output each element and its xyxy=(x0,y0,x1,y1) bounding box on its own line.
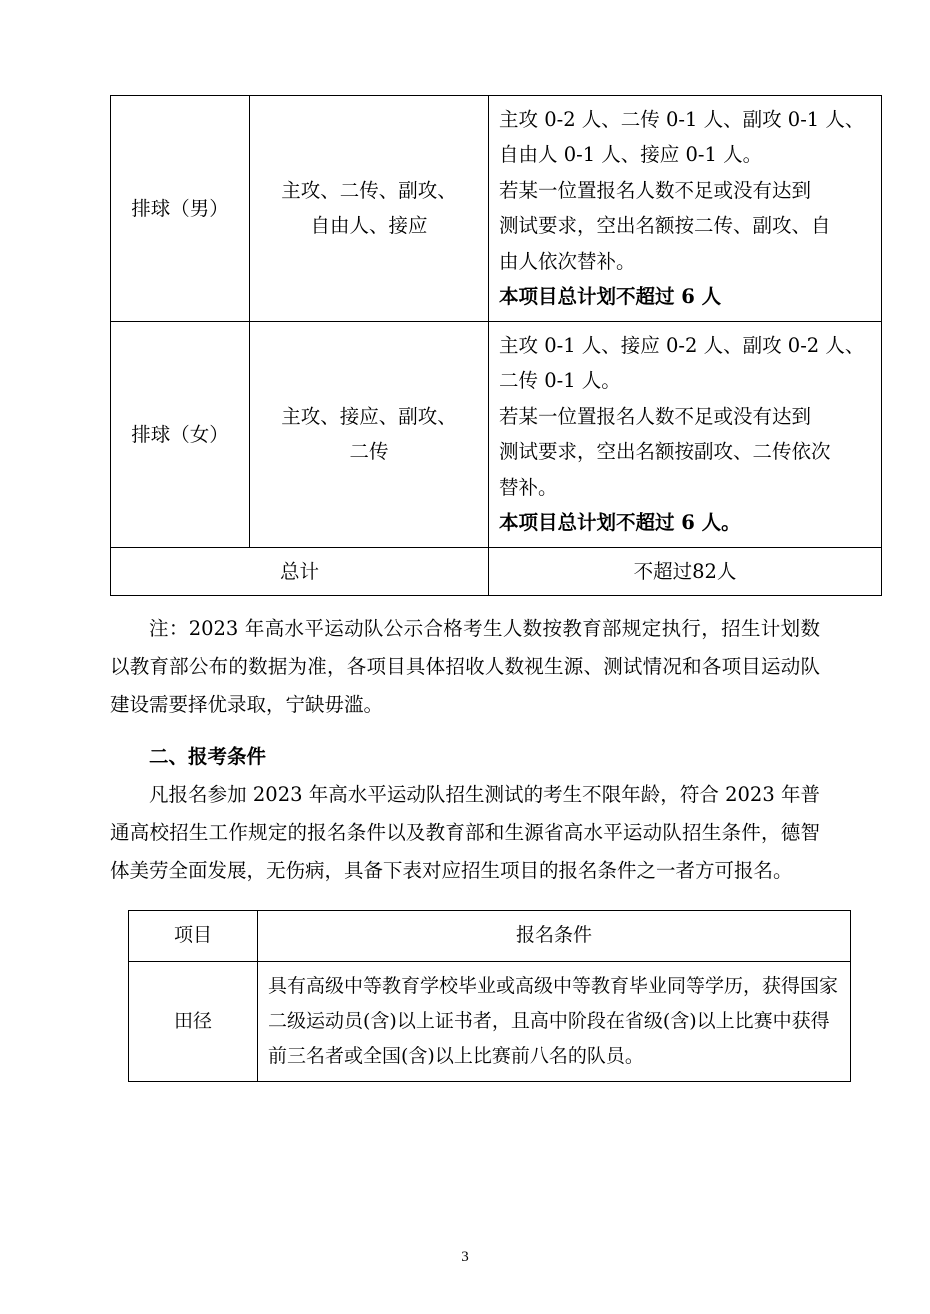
requirement-line: 由人依次替补。 xyxy=(499,249,636,273)
requirement-line: 自由人 0-1 人、接应 0-1 人。 xyxy=(499,143,763,167)
table-header-row xyxy=(129,911,851,961)
requirement-line: 若某一位置报名人数不足或没有达到 xyxy=(499,178,812,202)
requirement-total-women: 本项目总计划不超过 6 人。 xyxy=(499,511,741,535)
section-two-paragraph: 凡报名参加 2023 年高水平运动队招生测试的考生不限年龄，符合 2023 年普通高校招生工作规定的报名条件以及教育部和生源省高水平运动队招生条件，德智体美劳全面发展，无伤病，具备下表对应招生项目的报名条件之一者方可报名。 xyxy=(110,783,820,883)
page-number: 3 xyxy=(461,1249,469,1265)
requirement-line: 若某一位置报名人数不足或没有达到 xyxy=(499,404,812,428)
requirement-line: 替补。 xyxy=(499,475,558,499)
quota-project-men: 排球（男） xyxy=(111,96,250,322)
condition-project-track: 田径 xyxy=(129,961,258,1081)
quota-positions-men xyxy=(250,96,489,322)
quota-requirement-men xyxy=(489,96,882,322)
table-row-total xyxy=(111,547,882,595)
total-value: 不超过82人 xyxy=(489,547,882,595)
quota-project-women: 排球（女） xyxy=(111,321,250,547)
condition-text-track: 具有高级中等教育学校毕业或高级中等教育毕业同等学历，获得国家二级运动员(含)以上证书者，且高中阶段在省级(含)以上比赛中获得前三名者或全国(含)以上比赛前八名的队员。 xyxy=(258,961,851,1081)
positions-line: 二传 xyxy=(349,440,389,464)
quota-positions-women xyxy=(250,321,489,547)
note-paragraph: 注：2023 年高水平运动队公示合格考生人数按教育部规定执行，招生计划数以教育部公布的数据为准，各项目具体招收人数视生源、测试情况和各项目运动队建设需要择优录取，宁缺毋滥。 xyxy=(110,617,820,717)
requirement-line: 主攻 0-1 人、接应 0-2 人、副攻 0-2 人、 xyxy=(499,333,865,357)
quota-table xyxy=(110,95,882,596)
requirement-line: 主攻 0-2 人、二传 0-1 人、副攻 0-1 人、 xyxy=(499,108,865,131)
positions-line: 主攻、二传、副攻、 xyxy=(281,178,457,202)
requirement-line: 测试要求，空出名额按二传、副攻、自 xyxy=(499,214,831,238)
requirement-line: 测试要求，空出名额按副攻、二传依次 xyxy=(499,440,831,464)
quota-requirement-women xyxy=(489,321,882,547)
condition-header-project: 项目 xyxy=(129,911,258,961)
section-two-title: 二、报考条件 xyxy=(149,745,267,769)
requirement-total-men: 本项目总计划不超过 6 人 xyxy=(499,285,722,309)
requirement-line: 二传 0-1 人。 xyxy=(499,369,621,393)
table-row xyxy=(129,961,851,1081)
spacer xyxy=(110,724,820,738)
table-row xyxy=(111,321,882,547)
total-label: 总计 xyxy=(111,547,489,595)
spacer xyxy=(110,596,820,610)
positions-line: 自由人、接应 xyxy=(310,214,428,238)
table-row xyxy=(111,96,882,322)
condition-header-condition: 报名条件 xyxy=(258,911,851,961)
positions-line: 主攻、接应、副攻、 xyxy=(281,404,457,428)
condition-table xyxy=(128,910,851,1082)
